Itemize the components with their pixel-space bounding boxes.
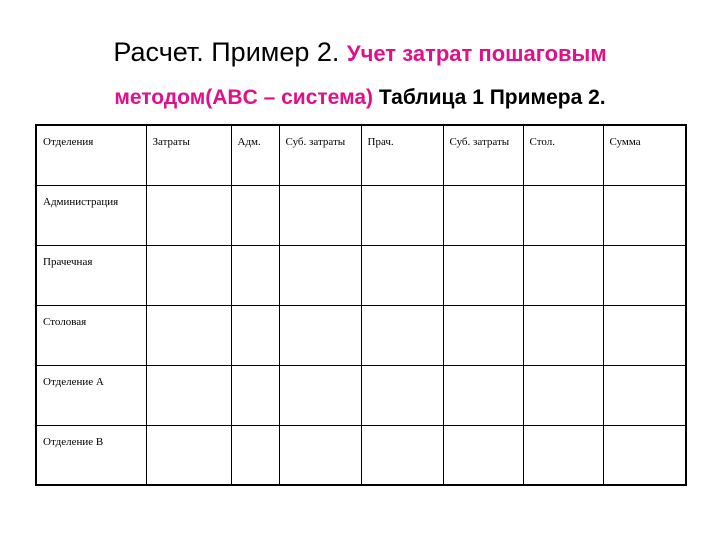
table-cell bbox=[361, 365, 443, 425]
header-cell: Адм. bbox=[231, 125, 279, 185]
table-cell bbox=[443, 245, 523, 305]
table-cell bbox=[523, 365, 603, 425]
row-label-cell: Отделение В bbox=[36, 425, 146, 485]
table-cell bbox=[279, 425, 361, 485]
header-cell: Затраты bbox=[146, 125, 231, 185]
slide-title bbox=[0, 30, 720, 120]
table-cell bbox=[603, 185, 686, 245]
table-cell bbox=[603, 245, 686, 305]
table-cell bbox=[231, 245, 279, 305]
table-cell bbox=[231, 365, 279, 425]
table-row bbox=[36, 185, 686, 245]
table-row bbox=[36, 425, 686, 485]
row-label-cell: Столовая bbox=[36, 305, 146, 365]
table-cell bbox=[443, 425, 523, 485]
title-plain-part-2: Таблица 1 Примера 2. bbox=[373, 86, 606, 109]
table-cell bbox=[146, 305, 231, 365]
table-row bbox=[36, 305, 686, 365]
title-plain-part: Расчет. Пример 2. bbox=[113, 37, 347, 67]
table-cell bbox=[279, 365, 361, 425]
title-line-2 bbox=[0, 76, 720, 120]
table-cell bbox=[279, 185, 361, 245]
table-cell bbox=[523, 245, 603, 305]
table-cell bbox=[361, 185, 443, 245]
table-cell bbox=[146, 185, 231, 245]
header-cell: Суб. затраты bbox=[443, 125, 523, 185]
table-cell bbox=[279, 245, 361, 305]
table-cell bbox=[146, 245, 231, 305]
header-cell: Суб. затраты bbox=[279, 125, 361, 185]
header-cell: Прач. bbox=[361, 125, 443, 185]
table-cell bbox=[603, 305, 686, 365]
header-cell: Отделения bbox=[36, 125, 146, 185]
table-cell bbox=[443, 305, 523, 365]
table-cell bbox=[361, 245, 443, 305]
row-label-cell: Администрация bbox=[36, 185, 146, 245]
row-label-cell: Отделение А bbox=[36, 365, 146, 425]
table-cell bbox=[279, 305, 361, 365]
table-cell bbox=[523, 305, 603, 365]
row-label-cell: Прачечная bbox=[36, 245, 146, 305]
table-row bbox=[36, 365, 686, 425]
table-cell bbox=[443, 185, 523, 245]
table-cell bbox=[361, 305, 443, 365]
table-cell bbox=[603, 365, 686, 425]
table-cell bbox=[231, 425, 279, 485]
table-cell bbox=[231, 305, 279, 365]
title-accent-part: Учет затрат пошаговым bbox=[346, 41, 607, 66]
table-cell bbox=[603, 425, 686, 485]
table-cell bbox=[361, 425, 443, 485]
table-cell bbox=[146, 425, 231, 485]
table-cell bbox=[523, 185, 603, 245]
table-cell bbox=[523, 425, 603, 485]
title-accent-part-2: методом(ABC – система) bbox=[114, 86, 373, 109]
header-cell: Стол. bbox=[523, 125, 603, 185]
cost-allocation-table bbox=[35, 124, 687, 486]
header-cell: Сумма bbox=[603, 125, 686, 185]
table-header-row bbox=[36, 125, 686, 185]
table-cell bbox=[231, 185, 279, 245]
table-row bbox=[36, 245, 686, 305]
title-line-1 bbox=[0, 30, 720, 76]
table-cell bbox=[146, 365, 231, 425]
table-cell bbox=[443, 365, 523, 425]
